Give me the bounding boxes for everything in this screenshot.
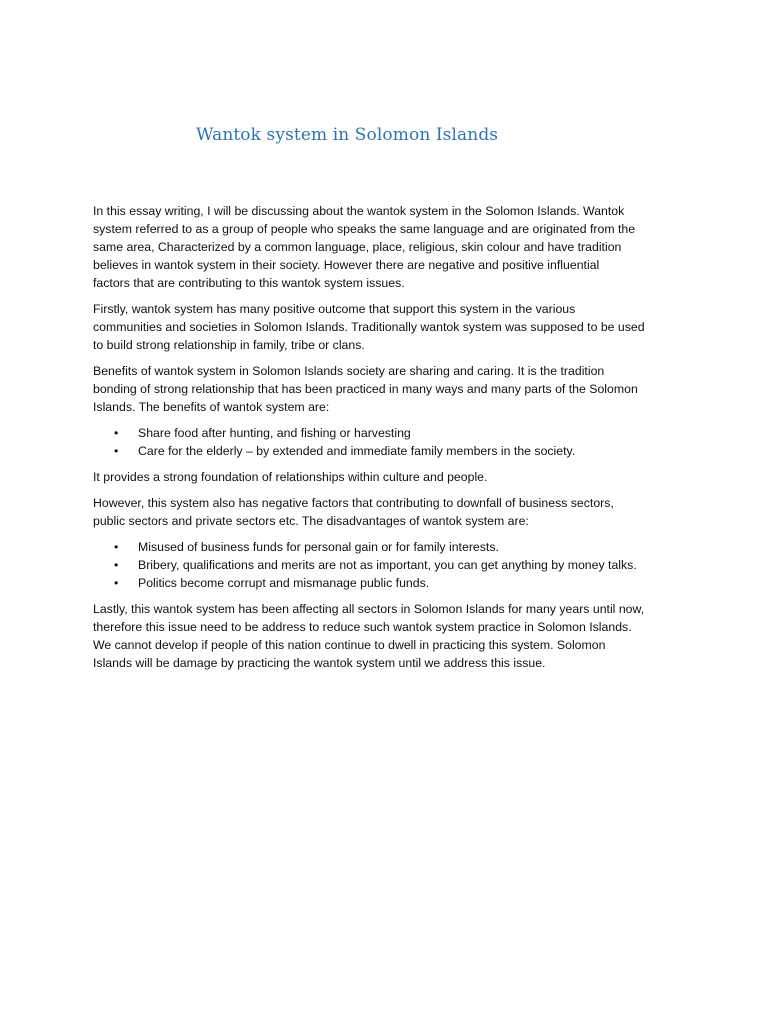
conclusion-paragraph: Lastly, this wantok system has been affecting all sectors in Solomon Islands for many years until now, therefore this issue need to be address to reduce such wantok system practice in Solomon Islands. We cannot develop if people of this nation continue to dwell in practicing this system. Solomon Islands will be damage by practicing the wantok system until we address this issue. xyxy=(93,602,645,670)
bullet-icon: • xyxy=(114,540,119,554)
list-item-text: Care for the elderly – by extended and immediate family members in the society. xyxy=(138,444,576,458)
bullet-icon: • xyxy=(114,444,119,458)
negative-factors-paragraph: However, this system also has negative factors that contributing to downfall of business sectors, public sectors and private sectors etc. The disadvantages of wantok system are: xyxy=(93,496,614,528)
list-item-text: Politics become corrupt and mismanage public funds. xyxy=(138,576,430,590)
document-title: Wantok system in Solomon Islands xyxy=(196,125,499,145)
foundation-paragraph: It provides a strong foundation of relationships within culture and people. xyxy=(93,470,488,484)
bullet-icon: • xyxy=(114,426,119,440)
list-item-text: Share food after hunting, and fishing or harvesting xyxy=(138,426,411,440)
document-body xyxy=(93,202,683,680)
list-item xyxy=(93,574,683,592)
list-item xyxy=(93,538,683,556)
list-item xyxy=(93,424,683,442)
bullet-icon: • xyxy=(114,558,119,572)
disadvantages-list xyxy=(93,538,683,592)
list-item-text: Bribery, qualifications and merits are not as important, you can get anything by money talks. xyxy=(138,558,637,572)
list-item xyxy=(93,556,683,574)
positive-outcome-paragraph: Firstly, wantok system has many positive outcome that support this system in the various communities and societies in Solomon Islands. Traditionally wantok system was supposed to be used to build strong relationship in family, tribe or clans. xyxy=(93,302,645,352)
intro-paragraph: In this essay writing, I will be discussing about the wantok system in the Solomon Islands. Wantok system referred to as a group of people who speaks the same language and are originated from the same area, Characterized by a common language, place, religious, skin colour and have tradition believes in wantok system in their society. However there are negative and positive influential factors that are contributing to this wantok system issues. xyxy=(93,204,636,290)
list-item xyxy=(93,442,683,460)
list-item-text: Misused of business funds for personal gain or for family interests. xyxy=(138,540,499,554)
benefits-paragraph: Benefits of wantok system in Solomon Islands society are sharing and caring. It is the tradition bonding of strong relationship that has been practiced in many ways and many parts of the Solomon Islands. The benefits of wantok system are: xyxy=(93,364,638,414)
benefits-list xyxy=(93,424,683,460)
bullet-icon: • xyxy=(114,576,119,590)
